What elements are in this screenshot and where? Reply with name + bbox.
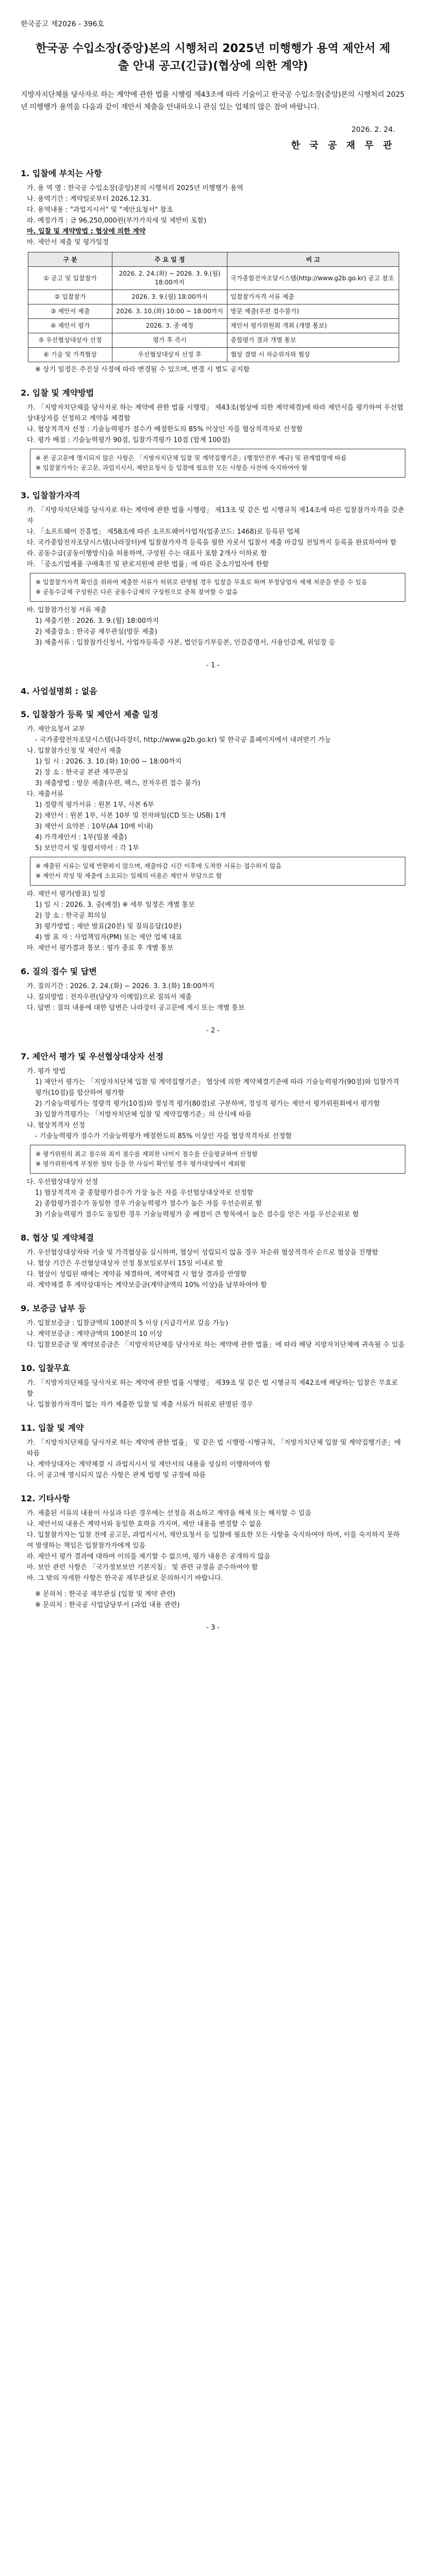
section-line: 다. 답변 : 질의 내용에 대한 답변은 나라장터 공고문에 게시 또는 개별 통보	[27, 1004, 245, 1012]
notice-document	[21, 0, 405, 1632]
section-line: 나. 제안서의 내용은 계약서와 동일한 효력을 가지며, 제안 내용을 변경할 수 없음	[27, 1520, 262, 1528]
section-line: 바. 입찰참가신청 서류 제출	[27, 606, 107, 614]
table-cell: 방문 제출(우편 접수불가)	[227, 304, 399, 319]
section-line: 3) 평가방법 : 제안 발표(20분) 및 질의응답(10분)	[35, 923, 182, 930]
section-line: 1) 정량적 평가서류 : 원본 1부, 사본 6부	[35, 801, 154, 809]
section-line: 다. 용역내용 : "과업지시서" 및 "제안요청서" 참조	[27, 206, 173, 214]
section-line: 2) 장 소 : 한국공 본관 재무관실	[35, 769, 128, 776]
section-5-title: 5. 입찰참가 등록 및 제안서 제출 일정	[21, 709, 159, 719]
section-line: 2) 장 소 : 한국공 회의실	[35, 912, 107, 920]
table-cell: 제안서 평가위원회 개최 (개별 통보)	[227, 319, 399, 333]
section-line: 가. 제출된 서류의 내용이 사실과 다른 경우에는 선정을 취소하고 계약을 해제 또는 해지할 수 있음	[27, 1510, 312, 1517]
table-row	[28, 348, 399, 362]
section-line: 2) 종합평가점수가 동일한 경우 기술능력평가 점수가 높은 자를 우선순위로 함	[35, 1200, 262, 1208]
notice-title: 한국공 수입소장(중앙)본의 시행처리 2025년 미행행가 용역 제안서 제출 안내 공고(긴급)(협상에 의한 계약)	[36, 42, 390, 73]
box-line: ※ 평가위원의 최고 점수와 최저 점수를 제외한 나머지 점수를 산술평균하여 산정함	[36, 1150, 258, 1158]
notice-issuer: 한 국 공 재 무 관	[291, 140, 395, 151]
section-line: 라. 제안서 평가 결과에 대하여 이의를 제기할 수 없으며, 평가 내용은 공개하지 않음	[27, 1553, 271, 1561]
section-line: 라. 계약체결 후 계약상대자는 계약보증금(계약금액의 10% 이상)을 납부하여야 함	[27, 1281, 267, 1289]
section-line: 3) 입찰가격평가는 「지방자치단체 입찰 및 계약집행기준」의 산식에 따름	[35, 1111, 252, 1118]
section-line: 다. 국가종합전자조달시스템(나라장터)에 입찰참가자격 등록을 필한 자로서 입찰서 제출 마감일 전일까지 등록을 완료하여야 함	[27, 539, 397, 547]
table-cell: ① 공고 및 입찰참가	[28, 267, 112, 290]
section-1-title: 1. 입찰에 부치는 사항	[21, 168, 102, 178]
table-cell: 2026. 3. 9.(월) 18:00까지	[112, 290, 227, 304]
section-line: 마. 「중소기업제품 구매촉진 및 판로지원에 관한 법률」에 따른 중소기업자에 한함	[27, 561, 269, 568]
table-header-row	[28, 252, 399, 267]
section-line: 가. 우선협상대상자와 기술 및 가격협상을 실시하며, 협상이 성립되지 않을 경우 차순위 협상적격자 순으로 협상을 진행함	[27, 1249, 379, 1257]
section-7-title: 7. 제안서 평가 및 우선협상대상자 선정	[21, 1052, 163, 1061]
section-line: 1) 일 시 : 2026. 3. 중(예정) ※ 세부 일정은 개별 통보	[35, 901, 195, 909]
notice-intro: 지방자치단체를 당사자로 하는 계약에 관한 법률 시행령 제43조에 따라 기술이고 한국공 수입소장(중앙)본의 시행처리 2025년 미행행가 용역을 다음과 같이 제안서 제출을 안내하오니 관심 있는 업체의 많은 참여 바랍니다.	[21, 91, 405, 111]
section-line: 1) 제출기한 : 2026. 3. 9.(월) 18:00까지	[35, 617, 159, 625]
section-line: - 기술능력평가 점수가 기술능력평가 배점한도의 85% 이상인 자를 협상적격자로 선정함	[35, 1132, 292, 1140]
section-line: 나. 「소프트웨어 진흥법」 제58조에 따른 소프트웨어사업자(업종코드: 1468)로 등록된 업체	[27, 528, 300, 536]
table-cell: 국가종합전자조달시스템(http://www.g2b.go.kr) 공고 참조	[227, 267, 399, 290]
section-line: 3) 제출서류 : 입찰참가신청서, 사업자등록증 사본, 법인등기부등본, 인감증명서, 사용인감계, 위임장 등	[35, 639, 336, 647]
table-cell: ⑤ 우선협상대상자 선정	[28, 333, 112, 348]
table-row	[28, 290, 399, 304]
section-line: 다. 제출서류	[27, 790, 64, 798]
notice-box	[30, 573, 405, 602]
section-line: 라. 제안서 평가(발표) 일정	[27, 890, 106, 898]
section-line: 다. 평가 배점 : 기술능력평가 90점, 입찰가격평가 10점 (합계 100점)	[27, 436, 231, 444]
contact-line: ※ 문의처 : 한국공 재무관실 (입찰 및 계약 관련)	[35, 1590, 175, 1598]
section-line: 5) 보안각서 및 청렴서약서 : 각 1부	[35, 844, 139, 852]
section-line: 나. 협상 기간은 우선협상대상자 선정 통보일로부터 15일 이내로 함	[27, 1260, 223, 1267]
page-number: - 2 -	[206, 1027, 220, 1035]
box-line: ※ 공동수급체 구성원은 다른 공동수급체의 구성원으로 중복 참여할 수 없음	[36, 588, 238, 596]
section-line: 가. 제안요청서 교부	[27, 725, 85, 733]
table-header-cell: 비 고	[227, 252, 399, 267]
section-11-title: 11. 입찰 및 계약	[21, 1423, 84, 1433]
section-line: 가. 「지방자치단체를 당사자로 하는 계약에 관한 법률 시행령」 제43조(협상에 의한 계약체결)에 따라 제안서를 평가하여 우선협상대상자를 선정하고 계약을 체결함	[27, 404, 404, 422]
section-line: - 국가종합전자조달시스템(나라장터, http://www.g2b.go.kr) 및 한국공 홈페이지에서 내려받기 가능	[35, 736, 331, 744]
table-cell: 2026. 3. 중 예정	[112, 319, 227, 333]
table-header-cell: 주 요 일 정	[112, 252, 227, 267]
section-line: 1) 협상적격자 중 종합평가점수가 가장 높은 자를 우선협상대상자로 선정함	[35, 1189, 254, 1197]
notice-date: 2026. 2. 24.	[351, 126, 395, 134]
table-cell: 입찰참가자격 서류 제출	[227, 290, 399, 304]
table-row	[28, 319, 399, 333]
section-line: 가. 「지방자치단체를 당사자로 하는 계약에 관한 법률 시행령」 제39조 및 같은 법 시행규칙 제42조에 해당하는 입찰은 무효로 함	[27, 1379, 398, 1398]
page-number: - 1 -	[206, 662, 220, 669]
section-line: 2) 기술능력평가는 정량적 평가(10점)와 정성적 평가(80점)로 구분하며, 정성적 평가는 제안서 평가위원회에서 평가함	[35, 1100, 380, 1108]
section-line: 1) 일 시 : 2026. 3. 10.(화) 10:00 ~ 18:00까지	[35, 758, 182, 766]
section-line: 마. 입찰 및 계약방법 : 협상에 의한 계약	[27, 228, 146, 235]
section-line: 다. 입찰보증금 및 계약보증금은 「지방자치단체를 당사자로 하는 계약에 관한 법률」에 따라 해당 지방자치단체에 귀속될 수 있음	[27, 1341, 405, 1349]
box-line: ※ 본 공고문에 명시되지 않은 사항은 「지방자치단체 입찰 및 계약집행기준」(행정안전부 예규) 및 관계법령에 따름	[36, 454, 347, 462]
section-line: 마. 보안 관련 사항은 「국가정보보안 기본지침」 및 관련 규정을 준수하여야 함	[27, 1564, 258, 1571]
notice-box	[30, 857, 405, 886]
section-line: 나. 계약보증금 : 계약금액의 100분의 10 이상	[27, 1330, 163, 1338]
table-cell: 협상 결렬 시 차순위자와 협상	[227, 348, 399, 362]
section-line: 가. 「지방자치단체를 당사자로 하는 계약에 관한 법률 시행령」 제13조 및 같은 법 시행규칙 제14조에 따른 입찰참가자격을 갖춘 자	[27, 506, 405, 525]
section-line: 가. 평가 방법	[27, 1067, 66, 1075]
section-line: 다. 우선협상대상자 선정	[27, 1178, 98, 1186]
table-cell: 종합평가 결과 개별 통보	[227, 333, 399, 348]
contact-line: ※ 문의처 : 한국공 사업담당부서 (과업 내용 관련)	[35, 1601, 180, 1609]
table-cell: 평가 후 즉시	[112, 333, 227, 348]
table-row	[28, 333, 399, 348]
section-8-title: 8. 협상 및 계약체결	[21, 1233, 94, 1243]
section-12-title: 12. 기타사항	[21, 1494, 70, 1503]
table-cell: 2026. 3. 10.(화) 10:00 ~ 18:00까지	[112, 304, 227, 319]
section-line: 2) 제안서 : 원본 1부, 사본 10부 및 전자파일(CD 또는 USB) 1개	[35, 812, 226, 820]
section-2-title: 2. 입찰 및 계약방법	[21, 388, 94, 398]
table-cell: ③ 제안서 제출	[28, 304, 112, 319]
section-line: 나. 협상적격자 선정 : 기술능력평가 점수가 배점한도의 85% 이상인 자를 협상적격자로 선정함	[27, 426, 303, 433]
section-line: 3) 제안서 요약본 : 10부(A4 10매 이내)	[35, 823, 153, 831]
section-line: 4) 발 표 자 : 사업책임자(PM) 또는 제안 업체 대표	[35, 934, 183, 941]
section-3-title: 3. 입찰참가자격	[21, 490, 80, 500]
notice-box	[30, 449, 405, 478]
notice-box	[30, 1145, 405, 1174]
section-10-title: 10. 입찰무효	[21, 1363, 70, 1373]
notice-number: 한국공고 제2026 - 396호	[21, 20, 104, 28]
section-line: 나. 협상적격자 선정	[27, 1122, 85, 1129]
section-line: 나. 용역기간 : 계약일로부터 2026.12.31.	[27, 195, 152, 203]
section-line: 2) 제출장소 : 한국공 재무관실(방문 제출)	[35, 628, 157, 636]
section-line: 다. 입찰참가자는 입찰 전에 공고문, 과업지시서, 제안요청서 등 입찰에 필요한 모든 사항을 숙지하여야 하며, 이를 숙지하지 못하여 발생하는 책임은 입찰참가자에게 있음	[27, 1531, 400, 1550]
table-cell: ⑥ 기술 및 가격협상	[28, 348, 112, 362]
section-1-body	[21, 183, 405, 248]
section-line: 마. 제안서 평가결과 통보 : 평가 종료 후 개별 통보	[27, 944, 174, 952]
section-line: 1) 제안서 평가는 「지방자치단체 입찰 및 계약집행기준」 협상에 의한 계약체결기준에 따라 기술능력평가(90점)와 입찰가격평가(10점)를 합산하여 평가함	[35, 1078, 399, 1097]
section-line: 라. 예정가격 : 금 96,250,000원(부가가치세 및 제반비 포함)	[27, 217, 207, 225]
section-line: 나. 계약상대자는 계약체결 시 과업지시서 및 제안서의 내용을 성실히 이행하여야 함	[27, 1461, 271, 1468]
table-cell: 2026. 2. 24.(화) ~ 2026. 3. 9.(월) 18:00까지	[112, 267, 227, 290]
section-line: 라. 공동수급(공동이행방식)을 허용하며, 구성원 수는 대표사 포함 2개사 이하로 함	[27, 550, 267, 557]
section-line: 바. 제안서 제출 및 평가일정	[27, 239, 109, 246]
section-9-title: 9. 보증금 납부 등	[21, 1303, 86, 1313]
table-cell: ④ 제안서 평가	[28, 319, 112, 333]
table-note: ※ 상기 일정은 추진상 사정에 따라 변경될 수 있으며, 변경 시 별도 공지함	[35, 366, 250, 374]
section-line: 나. 질의방법 : 전자우편(담당자 이메일)으로 질의서 제출	[27, 993, 192, 1001]
box-line: ※ 입찰참가자격 확인을 위하여 제출한 서류가 허위로 판명될 경우 입찰을 무효로 하며 부정당업자 제재 처분을 받을 수 있음	[36, 579, 367, 586]
table-cell: 우선협상대상자 선정 후	[112, 348, 227, 362]
section-line: 4) 가격제안서 : 1부(밀봉 제출)	[35, 834, 127, 841]
page-number: - 3 -	[206, 1624, 220, 1632]
table-header-cell: 구 분	[28, 252, 112, 267]
box-line: ※ 제출된 서류는 일체 반환하지 않으며, 제출마감 시간 이후에 도착한 서류는 접수하지 않음	[36, 862, 282, 870]
section-line: 다. 협상이 성립된 때에는 계약을 체결하며, 계약체결 시 협상 결과를 반영함	[27, 1270, 247, 1278]
section-line: 가. 입찰보증금 : 입찰금액의 100분의 5 이상 (지급각서로 갈음 가능)	[27, 1319, 228, 1327]
section-line: 가. 용 역 명 : 한국공 수입소장(중앙)본의 시행처리 2025년 미행행가 용역	[27, 184, 243, 192]
section-line: 나. 입찰참가자격이 없는 자가 제출한 입찰 및 제출 서류가 허위로 판명된 경우	[27, 1401, 253, 1409]
section-line: 3) 기술능력평가 점수도 동일한 경우 기술능력평가 중 배점이 큰 항목에서 높은 점수를 얻은 자를 우선순위로 함	[35, 1211, 359, 1218]
section-4-title: 4. 사업설명회 : 없음	[21, 686, 97, 696]
box-line: ※ 제안서 작성 및 제출에 소요되는 일체의 비용은 제안자 부담으로 함	[36, 872, 222, 879]
table-row	[28, 267, 399, 290]
schedule-table	[28, 252, 399, 362]
table-row	[28, 304, 399, 319]
section-6-title: 6. 질의 접수 및 답변	[21, 967, 97, 976]
section-line: 3) 제출방법 : 방문 제출(우편, 팩스, 전자우편 접수 불가)	[35, 779, 201, 787]
section-line: 나. 입찰참가신청 및 제안서 제출	[27, 747, 122, 755]
box-line: ※ 입찰참가자는 공고문, 과업지시서, 제안요청서 등 입찰에 필요한 모든 사항을 사전에 숙지하여야 함	[36, 464, 308, 471]
section-line: 바. 그 밖의 자세한 사항은 한국공 재무관실로 문의하시기 바랍니다.	[27, 1574, 223, 1582]
box-line: ※ 평가위원에게 부정한 청탁 등을 한 사실이 확인될 경우 평가대상에서 제외함	[36, 1160, 246, 1167]
table-cell: ② 입찰참가	[28, 290, 112, 304]
section-line: 가. 「지방자치단체를 당사자로 하는 계약에 관한 법률」 및 같은 법 시행령·시행규칙, 「지방자치단체 입찰 및 계약집행기준」에 따름	[27, 1439, 401, 1458]
section-line: 가. 질의기간 : 2026. 2. 24.(화) ~ 2026. 3. 3.(화) 18:00까지	[27, 982, 215, 990]
section-line: 다. 이 공고에 명시되지 않은 사항은 관계 법령 및 규정에 따름	[27, 1471, 206, 1479]
